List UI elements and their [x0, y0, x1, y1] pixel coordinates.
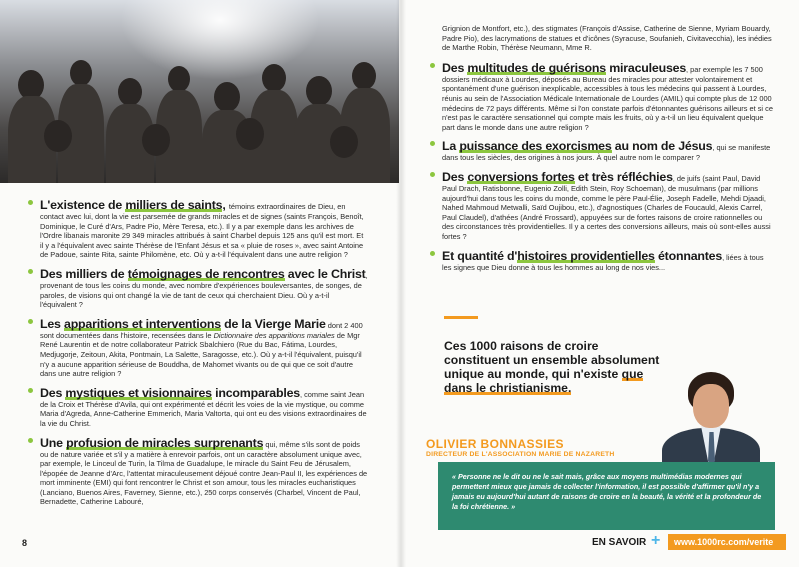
- right-column: [430, 24, 775, 279]
- url-text: www.1000rc.com/: [674, 537, 750, 547]
- quote-box: [438, 462, 775, 530]
- author-portrait: [652, 366, 762, 468]
- page-number: 8: [22, 538, 28, 548]
- item-title-end: étonnantes: [654, 248, 723, 263]
- item-title-end: miraculeuses: [605, 60, 687, 75]
- quote-text: « Personne ne le dit ou ne le sait mais, grâce aux moyens multimédias modernes qui permettent mieux que jamais de collecter l'information, il est possible d'affirmer qu'il n'y a jamais eu aujourd'hui autant de raisons de croire en la beauté, la vérité et la profondeur de la foi chrétienne. »: [452, 472, 762, 511]
- item-title-highlight: apparitions et interventions: [64, 316, 221, 331]
- list-item: [28, 198, 368, 260]
- item-text: , de juifs (saint Paul, David Paul Drach, Ratisbonne, Eugenio Zolli, Edith Stein, Roy Schoeman), de musulmans (par millions aujourd'hui dans tous les coins du monde, comme le père Paul-Élie, Joseph Fadelle, Mehdi Djaadi, Nahed Mahmoud Metwalli, Saïd Oujibou, etc.), d'agnostiques (Charles de Foucauld, Alexis Carrel, Paul Claudel), d'athées (André Frossard), appuyées sur de fortes raisons de croire rationnelles ou des circonstances très providentielles. Il y a certes des conversions ailleurs, mais où sont-elles aussi fortes ?: [442, 173, 771, 241]
- item-title: Une: [40, 435, 67, 450]
- bullet-icon: [28, 269, 33, 274]
- divider-bar: [444, 316, 478, 319]
- item-title-end: et très réfléchies: [574, 169, 673, 184]
- bullet-icon: [28, 319, 33, 324]
- item-title-end: ,: [222, 198, 229, 212]
- item-title: Des: [442, 60, 468, 75]
- page-gutter: [396, 0, 406, 567]
- list-item: [28, 317, 368, 379]
- item-title-highlight: profusion de miracles surprenants: [66, 435, 264, 450]
- item-title-highlight: multitudes de guérisons: [467, 60, 606, 75]
- bullet-icon: [430, 63, 435, 68]
- bullet-icon: [430, 172, 435, 177]
- item-title-end: incomparables: [211, 385, 300, 400]
- list-item: [28, 267, 368, 310]
- crowd-photo: [0, 0, 399, 183]
- item-text: qui, même s'ils sont de poids ou de nature variée et s'il y a matière à enrevoir parfois, ont un caractère absolument unique avec, par exemple, le Linceul de Turin, la Tilma de Guadalupe, le miracle du Saint Feu de Jérusalem, l'épopée de Jeanne d'Arc, l'attentat miraculeusement déjoué contre Jean-Paul II, les expériences de mort imminente (EMI) qui font rencontrer le Christ et son amour, tous les miracles eucharistiques (Lanciano, Buenos Aires, Faverney, Sienne, etc.), 250 corps conservés (Charbel, Vincent de Paul, Bernadette, Catherine Labouré,: [40, 439, 368, 507]
- more-info-label: EN SAVOIR: [592, 537, 647, 548]
- item-title: Les: [40, 316, 64, 331]
- item-title-highlight: témoignages de rencontres: [127, 266, 285, 281]
- item-text: , liées à tous les signes que Dieu donne à tous les hommes au long de nos vies...: [442, 252, 764, 272]
- item-title-end: au nom de Jésus: [611, 139, 713, 154]
- bullet-icon: [28, 438, 33, 443]
- item-text: , comme saint Jean de la Croix et Thérèse d'Avila, qui ont expérimenté et décrit les voies de la vie mystique, ou comme Maria d'Agreda, Anne-Catherine Emmerich, Maria Valtorta, qui ont eu des visions extraordinaires de la vie du Christ.: [40, 389, 367, 428]
- item-text: , qui se manifeste dans tous les siècles, des origines à nos jours. À quel autre nom le comparer ?: [442, 143, 771, 163]
- item-title-highlight: mystiques et visionnaires: [65, 385, 212, 400]
- item-title: Des milliers de: [40, 266, 128, 281]
- url-path: verite: [749, 537, 774, 547]
- item-text: , par exemple les 7 500 dossiers médicaux à Lourdes, déposés au Bureau des miracles pour attester volontairement et spontanément d'une guérison inexplicable, accessibles à tous les médecins qui passent à Lourdes, réunis au sein de l'Association Médicale Internationale de Lourdes (AMIL) qui compte plus de 12 000 médecins de 72 pays différents. Même si l'on constate parfois d'étonnantes guérisons ailleurs et si ce n'est pas le caractère sensationnel qui compte mais les fruits, où y a-t-il un lieu équivalent quelque part dans le monde dans une autre religion ?: [442, 64, 773, 132]
- bullet-icon: [28, 200, 33, 205]
- left-column: [28, 198, 368, 514]
- item-title-highlight: milliers de saints: [125, 198, 223, 212]
- bullet-icon: [430, 141, 435, 146]
- continued-text: Grignion de Montfort, etc.), des stigmates (François d'Assise, Catherine de Sienne, Myriam Bouardy, Padre Pio), des lacrymations de statues et d'icônes (Syracuse, Soufanieh, Civitavecchia), les inédies de Marthe Robin, Thérèse Neumann, Mme R.: [442, 24, 772, 53]
- item-title: Et quantité d': [442, 248, 518, 263]
- item-text-end: de Mgr René Laurentin et de notre collaborateur Patrick Sbalchiero (Rue du Bac, Fátima, Lourdes, Medjugorje, Zeitoun, Akita, Pontmain, La Salette, Saragosse, etc.). Où y a-t-il l'équivalent, puisqu'il n'y a aucune apparition sérieuse de Bouddha, de Mahomet vivants ou de qui que ce soit d'autre dans une autre religion ?: [40, 330, 362, 379]
- item-title-end: avec le Christ: [284, 266, 366, 281]
- website-link[interactable]: [668, 534, 786, 550]
- item-title: L'existence de: [40, 198, 126, 212]
- bullet-icon: [28, 388, 33, 393]
- book-title: Dictionnaire des apparitions mariales: [213, 330, 335, 340]
- item-title-highlight: histoires providentielles: [517, 248, 655, 263]
- list-item: [430, 170, 775, 242]
- list-item: [28, 436, 368, 508]
- item-title: La: [442, 139, 460, 154]
- plus-icon: +: [651, 532, 661, 549]
- list-item: [430, 61, 775, 133]
- item-text: , provenant de tous les coins du monde, avec nombre d'expériences bouleversantes, de songes, de paroles, de visions qui ont changé la vie de tant de ceux qui cherchaient Dieu. Où y a-t-il l'équivalent ?: [40, 270, 368, 310]
- bullet-icon: [430, 251, 435, 256]
- author-role: DIRECTEUR DE L'ASSOCIATION MARIE DE NAZARETH: [426, 451, 615, 458]
- item-title-highlight: puissance des exorcismes: [459, 139, 612, 154]
- item-title-end: de la Vierge Marie: [220, 316, 326, 331]
- list-item: [430, 249, 775, 273]
- item-text: témoins extraordinaires de Dieu, en contact avec lui, dont la vie est parsemée de grands miracles et de signes (saints François, Benoît, Dominique, le Curé d'Ars, Padre Pio, Mère Teresa, etc.). Il y a par exemple dans les archives de l'Ordre libanais maronite 29 349 miracles attribués à saint Charbel depuis 125 ans qu'il est mort. Et il y a l'équivalent avec sainte Thérèse de l'Enfant Jésus et sa « pluie de roses », avec saint Antoine de Padoue, sainte Rita, sainte Philomène, etc. Où y a-t-il l'équivalent dans une autre religion ?: [40, 202, 364, 260]
- author-name: OLIVIER BONNASSIES: [426, 437, 564, 451]
- list-item: [28, 386, 368, 429]
- item-title: Des: [442, 169, 468, 184]
- callout-heading: [444, 339, 664, 395]
- item-title: Des: [40, 385, 66, 400]
- callout-text: Ces 1000 raisons de croire constituent un ensemble absolument unique au monde, qui n'existe: [444, 339, 660, 381]
- callout-highlight: que dans le christianisme.: [444, 367, 644, 395]
- item-text: dont 2 400 sont documentées dans l'histoire, recensées dans le: [40, 320, 363, 340]
- list-item: [430, 139, 775, 163]
- item-title-highlight: conversions fortes: [467, 169, 575, 184]
